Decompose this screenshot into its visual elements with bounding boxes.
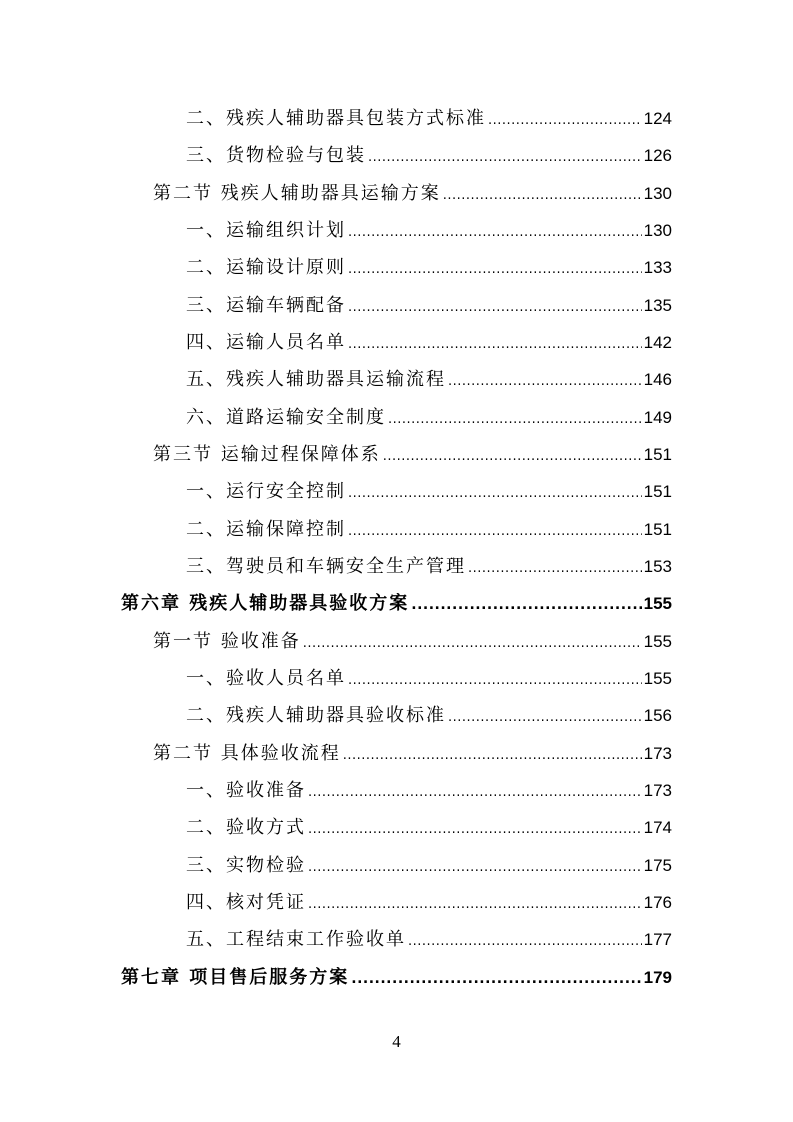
toc-entry-page: 149	[643, 408, 672, 427]
toc-entry-page: 175	[643, 856, 672, 875]
leader-dots	[348, 295, 642, 321]
leader-dots	[408, 929, 642, 955]
toc-entry-page: 151	[643, 482, 672, 501]
toc-entry[interactable]	[153, 181, 672, 207]
leader-dots	[308, 780, 642, 806]
toc-entry-label: 第二节 残疾人辅助器具运输方案	[153, 183, 441, 204]
leader-dots	[411, 592, 641, 618]
toc-entry-page: 156	[643, 706, 672, 725]
toc-entry[interactable]	[186, 666, 672, 692]
toc-entry-label: 三、运输车辆配备	[186, 295, 346, 316]
toc-entry-label: 四、核对凭证	[186, 892, 306, 913]
toc-entry-page: 155	[643, 594, 672, 613]
toc-entry-page: 130	[643, 221, 672, 240]
leader-dots	[303, 631, 642, 657]
toc-entry-page: 135	[643, 296, 672, 315]
toc-entry-page: 155	[643, 632, 672, 651]
toc-entry-page: 146	[643, 370, 672, 389]
toc-entry[interactable]	[186, 890, 672, 916]
leader-dots	[343, 743, 642, 769]
leader-dots	[308, 855, 642, 881]
toc-entry[interactable]	[186, 367, 672, 393]
toc-entry-page: 126	[643, 146, 672, 165]
toc-chapter-entry[interactable]	[121, 591, 672, 617]
toc-entry-page: 179	[643, 968, 672, 987]
toc-entry-page: 124	[643, 109, 672, 128]
toc-entry-label: 六、道路运输安全制度	[186, 407, 386, 428]
toc-entry-label: 一、验收准备	[186, 780, 306, 801]
toc-entry[interactable]	[186, 554, 672, 580]
toc-entry-page: 151	[643, 520, 672, 539]
leader-dots	[308, 817, 642, 843]
toc-entry-page: 174	[643, 818, 672, 837]
leader-dots	[468, 556, 642, 582]
toc-entry[interactable]	[186, 479, 672, 505]
toc-entry[interactable]	[186, 218, 672, 244]
toc-entry[interactable]	[186, 405, 672, 431]
leader-dots	[348, 481, 642, 507]
toc-entry[interactable]	[186, 778, 672, 804]
toc-entry-label: 二、运输保障控制	[186, 519, 346, 540]
toc-entry-label: 四、运输人员名单	[186, 332, 346, 353]
toc-entry-label: 二、运输设计原则	[186, 257, 346, 278]
toc-entry[interactable]	[186, 106, 672, 132]
toc-entry-page: 155	[643, 669, 672, 688]
toc-entry-label: 五、工程结束工作验收单	[186, 929, 406, 950]
leader-dots	[351, 966, 641, 992]
leader-dots	[443, 183, 642, 209]
leader-dots	[348, 332, 642, 358]
toc-entry-label: 五、残疾人辅助器具运输流程	[186, 369, 446, 390]
toc-entry[interactable]	[153, 629, 672, 655]
toc-entry[interactable]	[186, 815, 672, 841]
toc-entry[interactable]	[186, 330, 672, 356]
toc-entry-label: 一、运输组织计划	[186, 220, 346, 241]
toc-entry-label: 二、验收方式	[186, 817, 306, 838]
leader-dots	[388, 407, 642, 433]
toc-entry-label: 一、验收人员名单	[186, 668, 346, 689]
toc-entry-page: 176	[643, 893, 672, 912]
toc-entry-label: 第三节 运输过程保障体系	[153, 444, 381, 465]
page-number: 4	[392, 1032, 401, 1051]
toc-entry-page: 173	[643, 744, 672, 763]
toc-entry-label: 三、货物检验与包装	[186, 145, 366, 166]
leader-dots	[368, 145, 642, 171]
leader-dots	[488, 108, 642, 134]
toc-chapter-entry[interactable]	[121, 965, 672, 991]
toc-entry[interactable]	[186, 853, 672, 879]
toc-entry-page: 133	[643, 258, 672, 277]
toc-entry[interactable]	[153, 442, 672, 468]
toc-entry[interactable]	[186, 293, 672, 319]
toc-entry-label: 第一节 验收准备	[153, 631, 301, 652]
leader-dots	[348, 220, 642, 246]
toc-entry[interactable]	[186, 143, 672, 169]
leader-dots	[448, 369, 642, 395]
toc-entry[interactable]	[186, 927, 672, 953]
leader-dots	[348, 519, 642, 545]
leader-dots	[308, 892, 642, 918]
toc-entry-label: 二、残疾人辅助器具验收标准	[186, 705, 446, 726]
toc-entry-label: 第七章 项目售后服务方案	[121, 967, 350, 988]
toc-entry-page: 177	[643, 930, 672, 949]
toc-entry[interactable]	[186, 703, 672, 729]
leader-dots	[383, 444, 642, 470]
leader-dots	[348, 668, 642, 694]
toc-entry-label: 三、驾驶员和车辆安全生产管理	[186, 556, 466, 577]
toc-entry[interactable]	[186, 517, 672, 543]
toc-entry-label: 二、残疾人辅助器具包装方式标准	[186, 108, 486, 129]
toc-entry[interactable]	[186, 255, 672, 281]
toc-entry-page: 153	[643, 557, 672, 576]
toc-entry-label: 第二节 具体验收流程	[153, 743, 341, 764]
toc-entry-page: 130	[643, 184, 672, 203]
leader-dots	[348, 257, 642, 283]
toc-entry-label: 一、运行安全控制	[186, 481, 346, 502]
toc-entry-page: 151	[643, 445, 672, 464]
toc-entry-label: 第六章 残疾人辅助器具验收方案	[121, 593, 410, 614]
toc-entry-label: 三、实物检验	[186, 855, 306, 876]
toc-entry-page: 142	[643, 333, 672, 352]
toc-entry[interactable]	[153, 741, 672, 767]
leader-dots	[448, 705, 642, 731]
toc-entry-page: 173	[643, 781, 672, 800]
